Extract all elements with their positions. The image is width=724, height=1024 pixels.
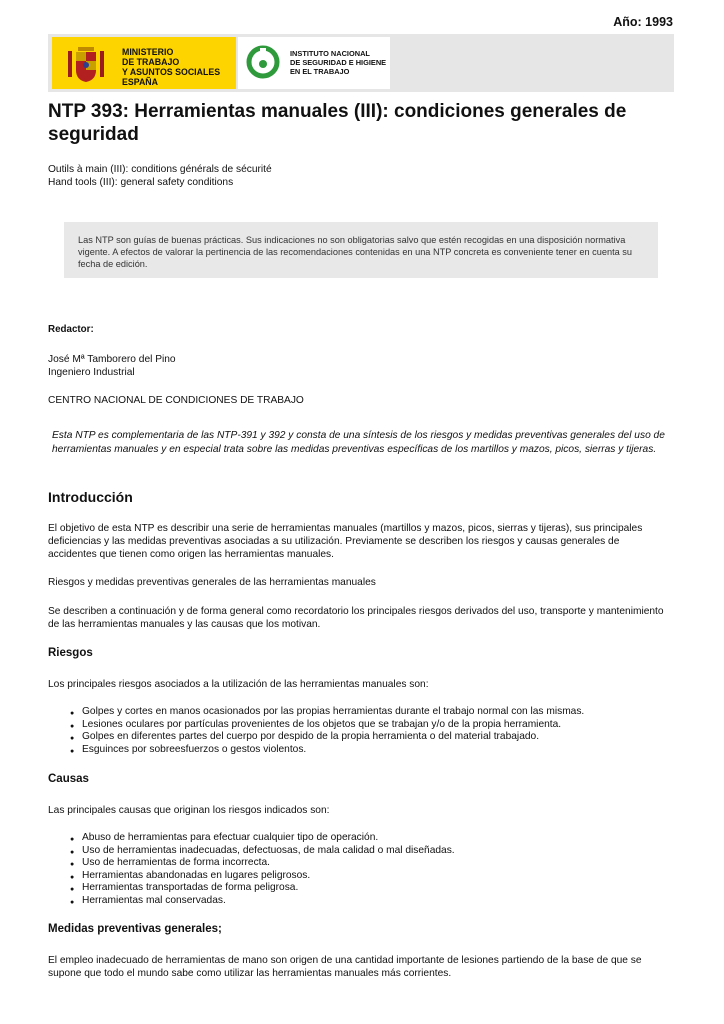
document-title: NTP 393: Herramientas manuales (III): condiciones generales de seguridad [48, 101, 627, 145]
causas-lead: Las principales causas que originan los riesgos indicados son: [48, 805, 330, 816]
medidas-paragraph: El empleo inadecuado de herramientas de mano son origen de una cantidad importante de lesiones partiendo de la base de que se supone que todo el mundo sabe como utilizar las herramientas manuales más corrientes. [48, 955, 642, 979]
list-item: ● Esguinces por sobreesfuerzos o gestos violentos. [70, 744, 670, 757]
list-item: ● Herramientas abandonadas en lugares peligrosos. [70, 870, 670, 883]
list-item: ● Herramientas mal conservadas. [70, 895, 670, 908]
list-item: ● Golpes y cortes en manos ocasionados por las propias herramientas durante el trabajo normal con las mismas. [70, 706, 670, 719]
intro-heading: Introducción [48, 489, 133, 505]
list-item: ● Uso de herramientas de forma incorrecta. [70, 857, 670, 870]
intro-paragraph-2: Se describen a continuación y de forma general como recordatorio los principales riesgos derivados del uso, transporte y mantenimiento de las herramientas manuales y las causas que los motivan. [48, 606, 664, 630]
alt-title-french: Outils à main (III): conditions générals de sécurité [48, 164, 272, 175]
author-role: Ingeniero Industrial [48, 367, 135, 378]
ministry-logo [52, 37, 236, 89]
list-item: ● Abuso de herramientas para efectuar cualquier tipo de operación. [70, 832, 670, 845]
institute-line-3: EN EL TRABAJO [290, 66, 350, 76]
disclaimer-text: Las NTP son guías de buenas prácticas. Sus indicaciones no son obligatorias salvo que estén recogidas en una disposición normativa vigente. A efectos de valorar la pertinencia de las recomendaciones contenidas en una NTP concreta es conveniente tener en cuenta su fecha de edición. [78, 235, 632, 270]
riesgos-list [70, 706, 670, 756]
coat-of-arms-icon [66, 41, 106, 85]
summary-text: Esta NTP es complementaria de las NTP-391 y 392 y consta de una síntesis de los riesgos y medidas preventivas generales del uso de herramientas manuales y en especial trata sobre las medidas preventivas específicas de los martillos y mazos, picos, sierras y tijeras. [52, 430, 665, 455]
riesgos-heading: Riesgos [48, 647, 93, 659]
author-name: José Mª Tamborero del Pino [48, 354, 176, 365]
ministry-line-1: MINISTERIO [122, 47, 174, 57]
institute-emblem-icon [246, 45, 280, 79]
list-item: ● Golpes en diferentes partes del cuerpo por despido de la propia herramienta o del material trabajado. [70, 731, 670, 744]
logo-banner [48, 34, 674, 92]
year-label: Año: 1993 [613, 15, 673, 29]
ministry-line-2: DE TRABAJO [122, 57, 180, 67]
intro-subtitle: Riesgos y medidas preventivas generales de las herramientas manuales [48, 577, 376, 588]
ministry-line-3: Y ASUNTOS SOCIALES [122, 67, 221, 77]
institute-line-1: INSTITUTO NACIONAL [290, 49, 370, 58]
ministry-line-4: ESPAÑA [122, 77, 159, 87]
alt-title-english: Hand tools (III): general safety conditions [48, 177, 234, 188]
medidas-heading: Medidas preventivas generales; [48, 923, 222, 935]
author-center: CENTRO NACIONAL DE CONDICIONES DE TRABAJO [48, 395, 304, 406]
causas-list [70, 832, 670, 908]
causas-heading: Causas [48, 773, 89, 785]
list-item: ● Lesiones oculares por partículas provenientes de los objetos que se trabajan y/o de la propia herramienta. [70, 719, 670, 732]
institute-line-2: DE SEGURIDAD E HIGIENE [290, 57, 387, 67]
institute-logo [238, 37, 390, 89]
list-item: ● Uso de herramientas inadecuadas, defectuosas, de mala calidad o mal diseñadas. [70, 845, 670, 858]
riesgos-lead: Los principales riesgos asociados a la utilización de las herramientas manuales son: [48, 679, 429, 690]
intro-paragraph: El objetivo de esta NTP es describir una serie de herramientas manuales (martillos y mazos, picos, sierras y tijeras), sus principales deficiencias y las medidas preventivas asociadas a su utilización. Previamente se describen los riesgos y causas generales de accidentes que tienen como origen las herramientas manuales. [48, 523, 643, 560]
disclaimer-box [64, 222, 658, 278]
author-label: Redactor: [48, 324, 94, 335]
list-item: ● Herramientas transportadas de forma peligrosa. [70, 882, 670, 895]
